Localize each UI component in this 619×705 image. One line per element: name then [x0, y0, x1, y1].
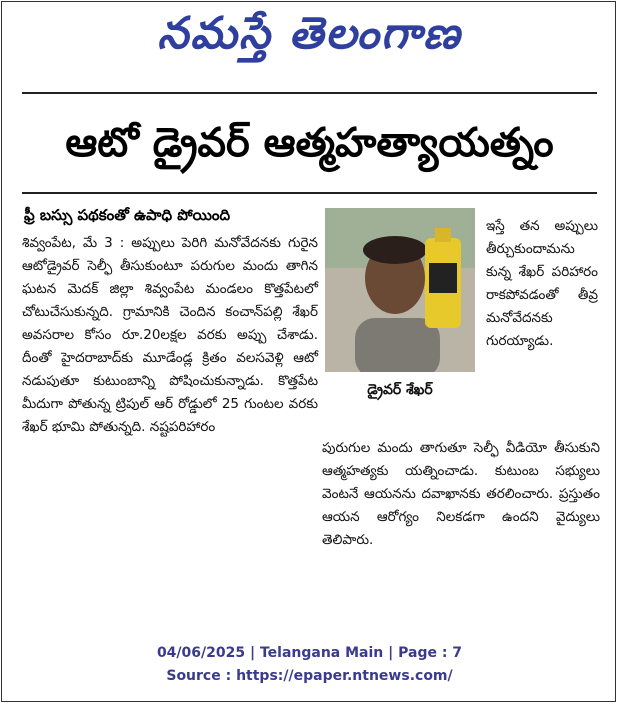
- masthead-divider: [22, 92, 597, 94]
- man-holding-bottle-image: [325, 208, 475, 372]
- article-photo: [325, 208, 475, 372]
- article-paragraph-right-bottom: పురుగుల మందు తాగుతూ సెల్ఫీ వీడియో తీసుకుని ఆత్మహత్యకు యత్నించాడు. కుటుంబ సభ్యులు వెంటనే ఆయనను దవాఖానకు తరలించారు. ప్రస్తుతం ఆయన ఆరోగ్యం నిలకడగా ఉందని వైద్యులు తెలిపారు.: [322, 440, 600, 548]
- article-headline: ఆటో డ్రైవర్ ఆత్మహత్యాయత్నం: [65, 120, 554, 166]
- article-paragraph-left: శివ్వంపేట, మే 3 : అప్పులు పెరిగి మనోవేదనకు గురైన ఆటోడ్రైవర్ సెల్ఫీ తీసుకుంటూ పరుగుల మందు తాగిన ఘటన మెదక్ జిల్లా శివ్వంపేట మండలం కొత్తపేటలో చోటుచేసుకున్నది. గ్రామానికి చెందిన కంచాన్‌పల్లి శేఖర్ అవసరాల కోసం రూ.20లక్షల వరకు అప్పు చేశాడు. దీంతో హైదరాబాద్‌కు మూడేండ్ల క్రితం వలసవెళ్లి ఆటో నడుపుతూ కుటుంబాన్ని పోషించుకున్నాడు. కొత్తపేట మీదుగా పోతున్న ట్రిపుల్ ఆర్ రోడ్డులో 25 గుంటల వరకు శేఖర్ భూమి పోతున్నది. నష్టపరిహారం: [22, 235, 318, 435]
- article-column-right-top: [486, 215, 598, 353]
- article-column-left: [22, 232, 318, 439]
- photo-caption: డ్రైవర్ శేఖర్: [367, 382, 433, 398]
- newspaper-masthead: నమస్తే తెలంగాణ: [157, 8, 462, 59]
- headline-divider: [22, 192, 597, 194]
- article-subheading: ఫ్రీ బస్సు పథకంతో ఉపాధి పోయింది: [24, 206, 231, 224]
- article-column-right-bottom: [322, 437, 600, 552]
- article-paragraph-right-top: ఇస్తే తన అప్పులు తీర్చుకుందామను కున్న శేఖర్ పరిహారం రాకపోవడంతో తీవ్ర మనోవేదనకు గురయ్యాడు.: [486, 218, 598, 349]
- footer-date-edition: 04/06/2025 | Telangana Main | Page : 7: [156, 645, 463, 661]
- footer-source-link[interactable]: Source : https://epaper.ntnews.com/: [166, 668, 453, 684]
